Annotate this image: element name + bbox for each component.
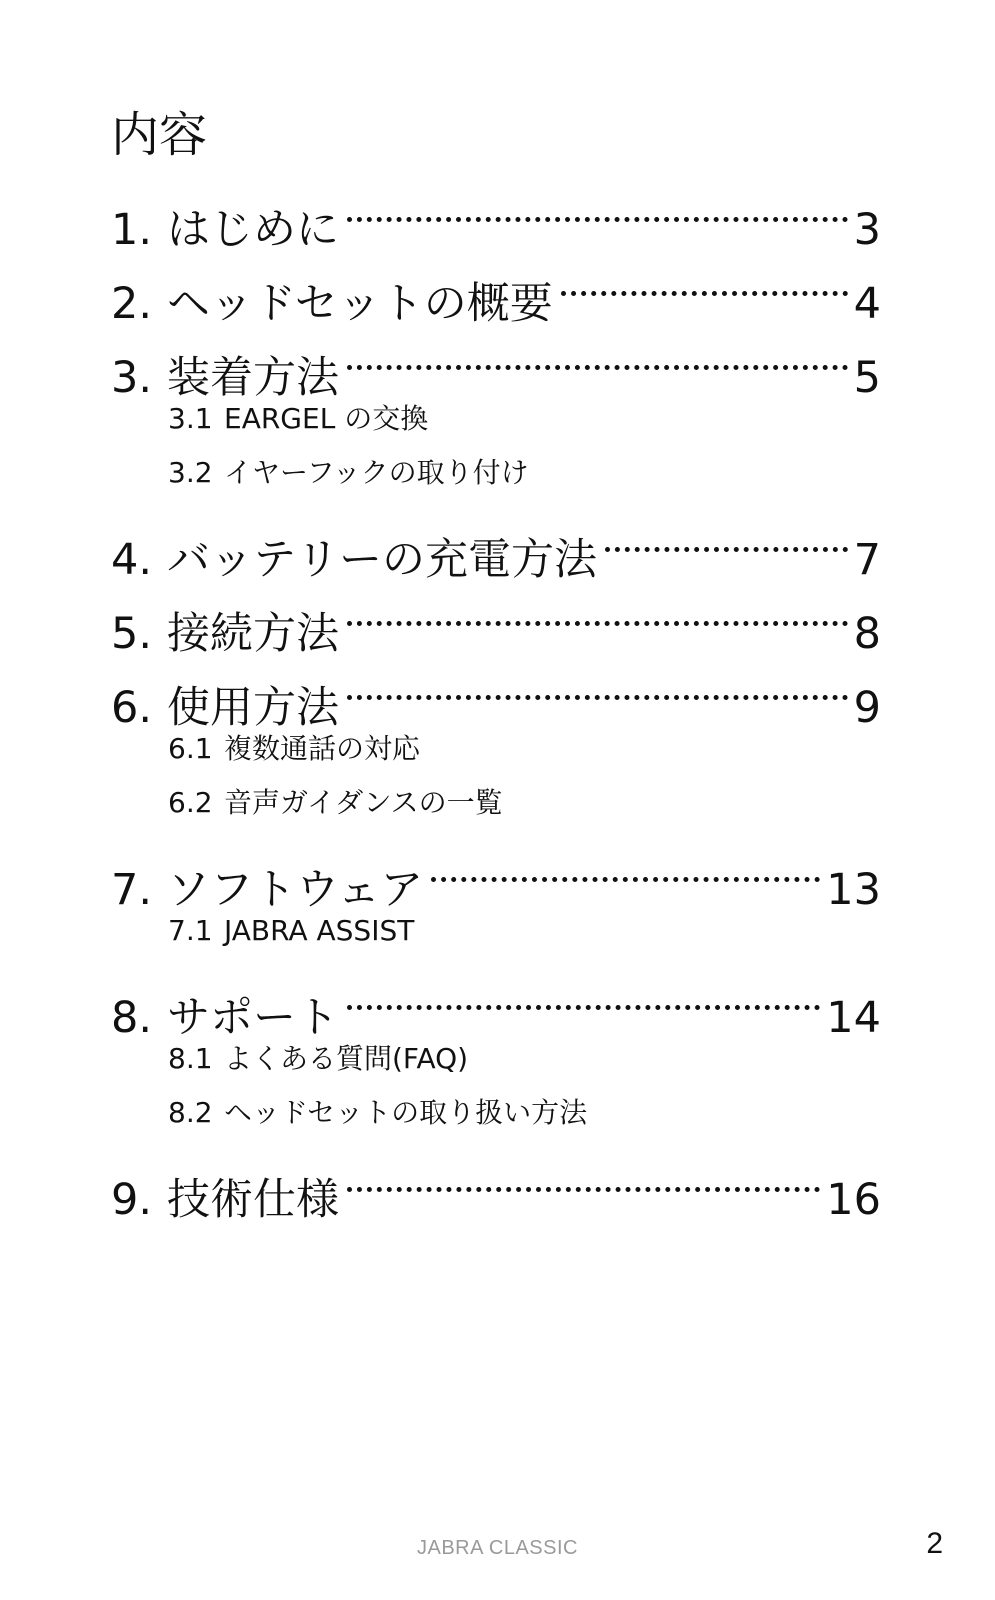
toc-title: 内容 bbox=[111, 107, 208, 163]
toc-entry-6[interactable] bbox=[111, 648, 881, 733]
dot-leader bbox=[347, 648, 848, 722]
toc-subentry-number: 8.2 bbox=[168, 1096, 213, 1129]
dot-leader bbox=[347, 318, 848, 392]
toc-entry-page: 13 bbox=[826, 865, 881, 915]
dot-leader bbox=[347, 574, 848, 648]
toc-entry-number: 6. bbox=[111, 683, 153, 733]
toc-entry-label: バッテリーの充電方法 bbox=[167, 535, 597, 585]
toc-entry-label: 装着方法 bbox=[167, 353, 339, 403]
toc-entry-page: 3 bbox=[853, 205, 881, 255]
toc-subentry-number: 3.1 bbox=[168, 402, 213, 435]
toc-entry-number: 9. bbox=[111, 1175, 153, 1225]
toc-subentry-label: イヤーフックの取り付け bbox=[224, 456, 529, 489]
toc-entry-label: はじめに bbox=[167, 205, 339, 255]
toc-entry-page: 9 bbox=[853, 683, 881, 733]
toc-subentry-8-2[interactable] bbox=[111, 1086, 881, 1140]
toc-entry-label: サポート bbox=[167, 993, 339, 1043]
toc-subentry-label: JABRA ASSIST bbox=[224, 914, 415, 947]
toc-subentry-number: 3.2 bbox=[168, 456, 213, 489]
footer-product-name: JABRA CLASSIC bbox=[416, 1537, 578, 1559]
toc-entry-2[interactable] bbox=[111, 244, 881, 329]
toc-entry-5[interactable] bbox=[111, 574, 881, 659]
dot-leader bbox=[431, 830, 820, 904]
toc-subentry-label: 複数通話の対応 bbox=[224, 732, 421, 765]
dot-leader bbox=[347, 1140, 820, 1214]
toc-subentry-3-2[interactable] bbox=[111, 446, 881, 500]
toc-entry-label: ソフトウェア bbox=[167, 865, 424, 915]
toc-subentry-3-1[interactable] bbox=[111, 392, 881, 446]
toc-entry-number: 3. bbox=[111, 353, 153, 403]
toc-entry-label: 技術仕様 bbox=[167, 1175, 339, 1225]
dot-leader bbox=[347, 958, 820, 1032]
toc-entry-label: 使用方法 bbox=[167, 683, 339, 733]
toc-subentry-label: EARGEL の交換 bbox=[224, 402, 429, 435]
toc-entry-number: 7. bbox=[111, 865, 153, 915]
toc-entry-page: 8 bbox=[853, 609, 881, 659]
toc-subentry-label: よくある質問(FAQ) bbox=[224, 1042, 469, 1075]
toc-entry-1[interactable] bbox=[111, 170, 881, 255]
toc-entry-page: 16 bbox=[826, 1175, 881, 1225]
toc-subentry-7-1[interactable] bbox=[111, 904, 881, 958]
toc-subentry-number: 6.2 bbox=[168, 786, 213, 819]
toc-subentry-6-1[interactable] bbox=[111, 722, 881, 776]
toc-entry-page: 5 bbox=[853, 353, 881, 403]
dot-leader bbox=[347, 170, 848, 244]
toc-entry-9[interactable] bbox=[111, 1140, 881, 1225]
dot-leader bbox=[605, 500, 848, 574]
toc-entry-number: 2. bbox=[111, 279, 153, 329]
page-number: 2 bbox=[926, 1527, 943, 1560]
toc-entry-number: 4. bbox=[111, 535, 153, 585]
toc-subentry-label: ヘッドセットの取り扱い方法 bbox=[224, 1096, 588, 1129]
toc-entry-page: 4 bbox=[853, 279, 881, 329]
toc-subentry-number: 6.1 bbox=[168, 732, 213, 765]
toc-entry-page: 14 bbox=[826, 993, 881, 1043]
toc-entry-8[interactable] bbox=[111, 958, 881, 1043]
toc-entry-label: ヘッドセットの概要 bbox=[167, 279, 553, 329]
toc-entry-page: 7 bbox=[853, 535, 881, 585]
toc-entry-3[interactable] bbox=[111, 318, 881, 403]
toc-entry-7[interactable] bbox=[111, 830, 881, 915]
toc-subentry-6-2[interactable] bbox=[111, 776, 881, 830]
toc-subentry-number: 8.1 bbox=[168, 1042, 213, 1075]
table-of-contents bbox=[111, 170, 881, 1225]
toc-entry-number: 8. bbox=[111, 993, 153, 1043]
toc-entry-number: 1. bbox=[111, 205, 153, 255]
toc-subentry-label: 音声ガイダンスの一覧 bbox=[224, 786, 503, 819]
toc-entry-4[interactable] bbox=[111, 500, 881, 585]
toc-subentry-number: 7.1 bbox=[168, 914, 213, 947]
toc-subentry-8-1[interactable] bbox=[111, 1032, 881, 1086]
dot-leader bbox=[561, 244, 848, 318]
toc-entry-number: 5. bbox=[111, 609, 153, 659]
toc-entry-label: 接続方法 bbox=[167, 609, 339, 659]
